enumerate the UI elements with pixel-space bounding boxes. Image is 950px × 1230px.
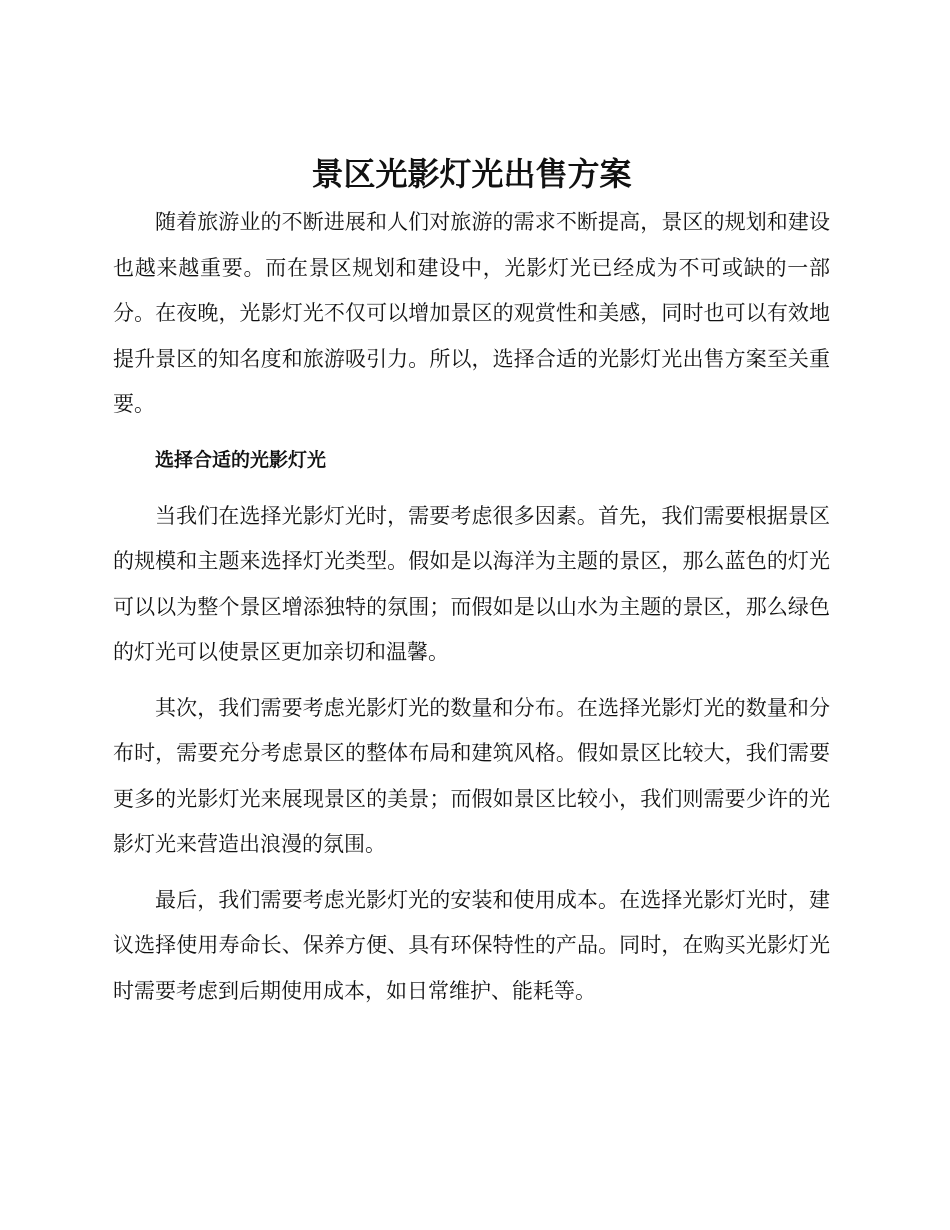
document-page	[113, 150, 830, 1014]
body-paragraph-3: 最后，我们需要考虑光影灯光的安装和使用成本。在选择光影灯光时，建议选择使用寿命长、保养方便、具有环保特性的产品。同时，在购买光影灯光时需要考虑到后期使用成本，如日常维护、能耗等。	[113, 887, 830, 1003]
section-heading: 选择合适的光影灯光	[155, 448, 327, 471]
intro-paragraph: 随着旅游业的不断进展和人们对旅游的需求不断提高，景区的规划和建设也越来越重要。而在景区规划和建设中，光影灯光已经成为不可或缺的一部分。在夜晚，光影灯光不仅可以增加景区的观赏性和美感，同时也可以有效地提升景区的知名度和旅游吸引力。所以，选择合适的光影灯光出售方案至关重要。	[113, 210, 830, 416]
body-paragraph-1: 当我们在选择光影灯光时，需要考虑很多因素。首先，我们需要根据景区的规模和主题来选择灯光类型。假如是以海洋为主题的景区，那么蓝色的灯光可以以为整个景区增添独特的氛围；而假如是以山水为主题的景区，那么绿色的灯光可以使景区更加亲切和温馨。	[113, 503, 830, 664]
body-paragraph-2: 其次，我们需要考虑光影灯光的数量和分布。在选择光影灯光的数量和分布时，需要充分考虑景区的整体布局和建筑风格。假如景区比较大，我们需要更多的光影灯光来展现景区的美景；而假如景区比较小，我们则需要少许的光影灯光来营造出浪漫的氛围。	[113, 695, 830, 856]
document-title: 景区光影灯光出售方案	[311, 155, 632, 193]
